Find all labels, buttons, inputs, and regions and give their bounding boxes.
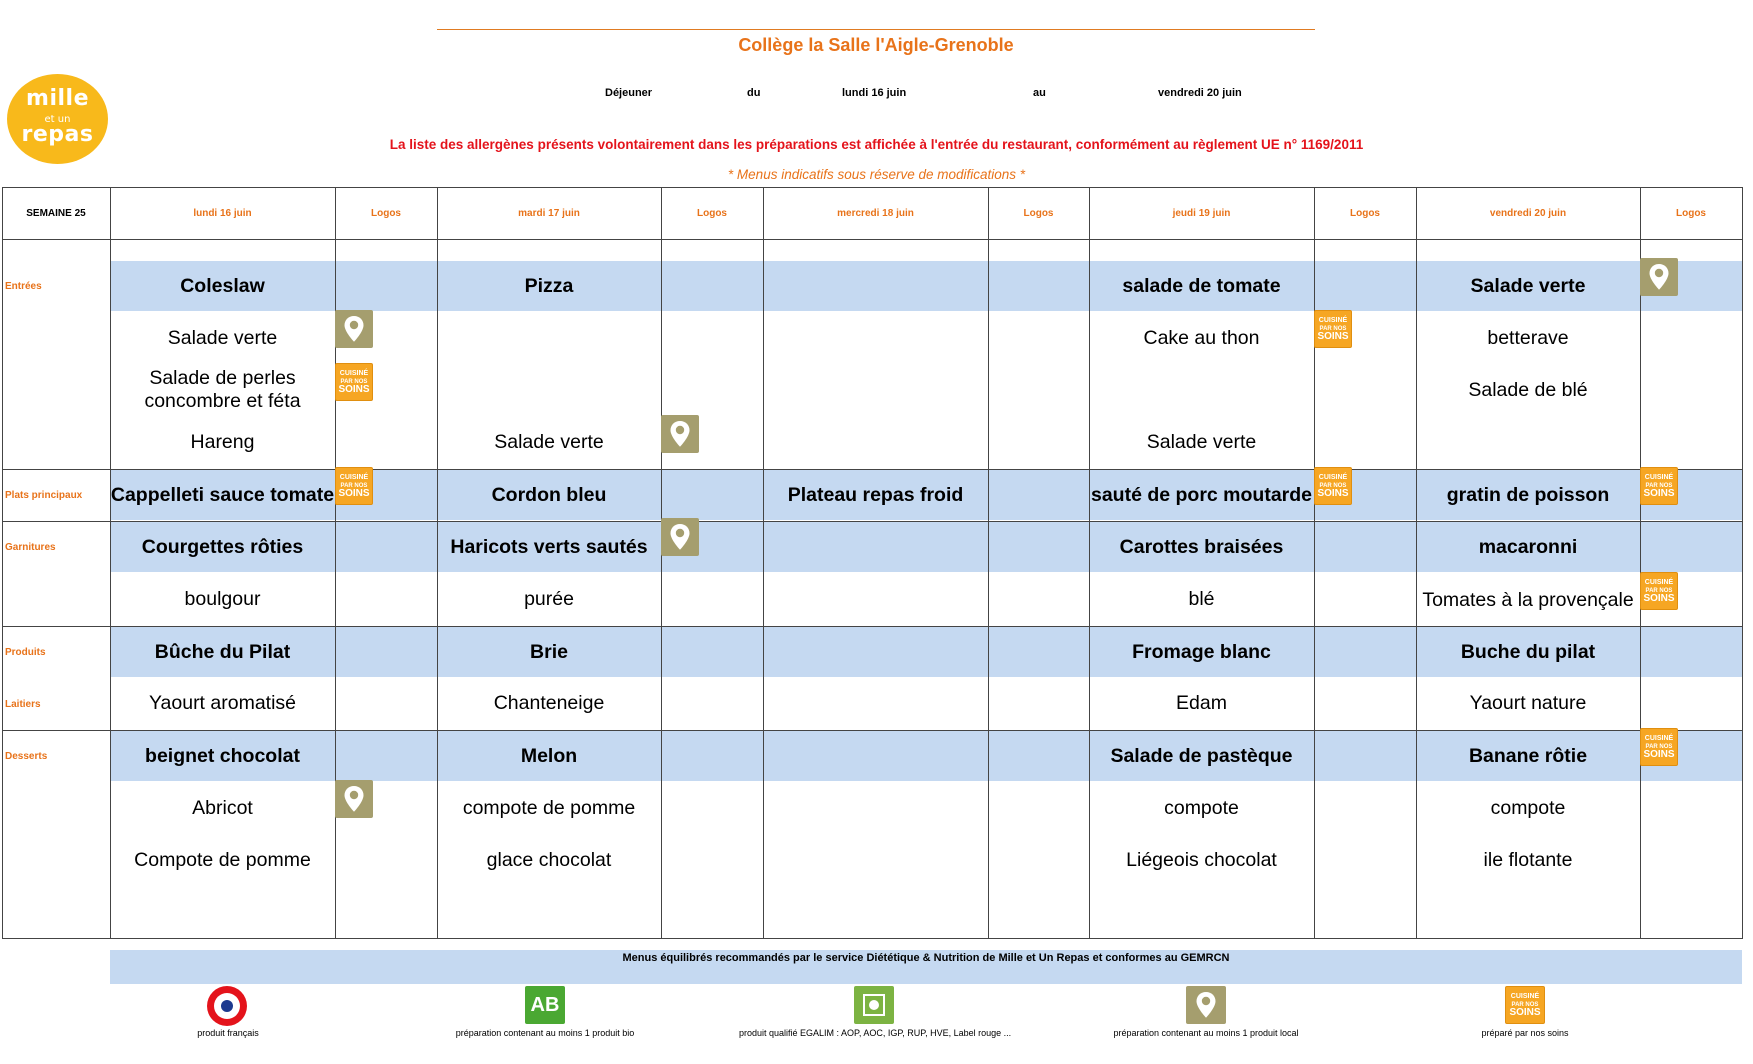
title-rule	[437, 29, 1315, 30]
cuisine-par-nos-soins-icon: CUISINÉ PAR NOS SOINS	[335, 363, 373, 401]
dish-fri-dessert-1: Banane rôtie	[1468, 744, 1588, 767]
day-header-fri: vendredi 20 juin	[1489, 208, 1567, 219]
dish-fri-entree-3: Salade de blé	[1468, 378, 1588, 401]
logos-header: Logos	[1350, 208, 1380, 219]
pin-icon	[1640, 258, 1678, 296]
dish-mon-garniture-1: Courgettes rôties	[141, 535, 304, 558]
dish-thu-entree-2: Cake au thon	[1143, 326, 1260, 349]
grid-line	[763, 187, 764, 939]
logos-header: Logos	[371, 208, 401, 219]
row-label-entrees: Entrées	[5, 281, 42, 292]
dish-mon-laitier: Yaourt aromatisé	[148, 691, 297, 714]
cuisine-par-nos-soins-icon: CUISINÉ PAR NOS SOINS	[1640, 467, 1678, 505]
dish-wed-plat: Plateau repas froid	[787, 484, 964, 506]
dish-tue-garniture-2: purée	[524, 587, 574, 610]
logos-header: Logos	[697, 208, 727, 219]
dish-mon-dessert-2: Abricot	[192, 796, 253, 819]
french-product-icon	[207, 986, 247, 1026]
dish-thu-dessert-3: Liégeois chocolat	[1126, 848, 1277, 871]
day-header-tue: mardi 17 juin	[518, 208, 580, 219]
dish-thu-entree-1: salade de tomate	[1122, 274, 1281, 297]
row-label-laitiers: Laitiers	[5, 699, 41, 710]
dish-mon-produit: Bûche du Pilat	[154, 640, 291, 663]
dish-tue-entree-1: Pizza	[524, 274, 574, 297]
legend-local: préparation contenant au moins 1 produit local	[1113, 1028, 1299, 1038]
disclaimer: * Menus indicatifs sous réserve de modifications *	[727, 167, 1026, 182]
grid-line	[2, 938, 1742, 939]
dish-thu-dessert-2: compote	[1164, 796, 1239, 819]
dish-mon-entree-4: Hareng	[190, 430, 255, 453]
dish-mon-plat: Cappelleti sauce tomate	[110, 484, 335, 506]
row-label-desserts: Desserts	[5, 751, 48, 762]
dish-fri-dessert-3: ile flotante	[1483, 848, 1573, 871]
row-label-produits: Produits	[5, 647, 46, 658]
grid-line	[2, 187, 3, 939]
grid-line	[2, 239, 1742, 240]
grid-line	[1640, 187, 1641, 939]
dish-tue-dessert-3: glace chocolat	[486, 848, 612, 871]
row-label-plats: Plats principaux	[5, 490, 83, 501]
day-header-thu: jeudi 19 juin	[1172, 208, 1231, 219]
logos-header: Logos	[1676, 208, 1706, 219]
dish-thu-entree-3: Salade verte	[1146, 430, 1257, 453]
legend-french: produit français	[197, 1028, 259, 1038]
dish-fri-garniture-1: macaronni	[1478, 535, 1578, 558]
grid-line	[661, 187, 662, 939]
allergen-notice: La liste des allergènes présents volontairement dans les préparations est affichée à l'entrée du restaurant, conformément au règlement UE n° 1169/2011	[389, 137, 1364, 152]
cuisine-par-nos-soins-icon: CUISINÉ PAR NOS SOINS	[1640, 728, 1678, 766]
cuisine-par-nos-soins-icon: CUISINÉ PAR NOS SOINS	[1505, 986, 1545, 1024]
grid-line	[335, 187, 336, 939]
dish-fri-plat: gratin de poisson	[1446, 484, 1610, 506]
dish-mon-dessert-3: Compote de pomme	[134, 848, 311, 871]
mille-et-un-repas-logo: mille et un repas	[7, 74, 108, 164]
logos-header: Logos	[1023, 208, 1054, 219]
dish-tue-dessert-1: Melon	[520, 744, 578, 767]
dish-thu-produit: Fromage blanc	[1132, 640, 1271, 663]
dish-mon-dessert-1: beignet chocolat	[145, 744, 300, 767]
dish-fri-entree-2: betterave	[1487, 326, 1569, 349]
footer-banner-text: Menus équilibrés recommandés par le service Diététique & Nutrition de Mille et Un Repas et conformes au GEMRCN	[622, 952, 1230, 964]
legend-bio: préparation contenant au moins 1 produit bio	[455, 1028, 635, 1038]
to-date: vendredi 20 juin	[1158, 87, 1242, 99]
dish-tue-entree-2: Salade verte	[494, 430, 604, 453]
pin-icon	[335, 780, 373, 818]
pin-icon	[335, 310, 373, 348]
grid-line	[1314, 187, 1315, 939]
dish-thu-plat: sauté de porc moutarde	[1090, 484, 1313, 506]
organic-ab-icon: AB	[525, 986, 565, 1024]
cuisine-par-nos-soins-icon: CUISINÉ PAR NOS SOINS	[1640, 572, 1678, 610]
dish-mon-entree-2: Salade verte	[167, 326, 278, 349]
legend-cuisine: préparé par nos soins	[1481, 1028, 1569, 1038]
dish-tue-dessert-2: compote de pomme	[462, 796, 636, 819]
dish-tue-plat: Cordon bleu	[491, 484, 607, 506]
from-date: lundi 16 juin	[842, 87, 907, 99]
dish-tue-garniture-1: Haricots verts sautés	[450, 535, 648, 558]
day-header-wed: mercredi 18 juin	[837, 208, 914, 219]
day-header-mon: lundi 16 juin	[193, 208, 252, 219]
dish-thu-garniture-2: blé	[1188, 587, 1215, 610]
dish-mon-garniture-2: boulgour	[184, 587, 261, 610]
dish-mon-entree-3: Salade de perles concombre et féta	[144, 367, 301, 412]
dish-tue-produit: Brie	[530, 640, 568, 663]
cuisine-par-nos-soins-icon: CUISINÉ PAR NOS SOINS	[335, 467, 373, 505]
dish-fri-laitier: Yaourt nature	[1469, 691, 1587, 714]
dish-fri-garniture-2: Tomates à la provençale	[1422, 588, 1634, 611]
grid-line	[988, 187, 989, 939]
page-title: Collège la Salle l'Aigle-Grenoble	[738, 35, 1014, 55]
pin-icon	[1186, 986, 1226, 1024]
pin-icon	[661, 518, 699, 556]
dish-fri-produit: Buche du pilat	[1460, 640, 1596, 663]
row-label-garnitures: Garnitures	[5, 542, 56, 553]
week-label: SEMAINE 25	[26, 208, 86, 219]
dish-thu-dessert-1: Salade de pastèque	[1110, 744, 1293, 767]
egalim-icon	[854, 986, 894, 1024]
from-word: du	[747, 87, 761, 99]
dish-thu-laitier: Edam	[1176, 691, 1227, 714]
legend-egalim: produit qualifié EGALIM : AOP, AOC, IGP, RUP, HVE, Label rouge ...	[739, 1028, 1012, 1038]
meal-label: Déjeuner	[605, 87, 653, 99]
dish-tue-laitier: Chanteneige	[493, 691, 605, 714]
grid-line	[1742, 187, 1743, 939]
to-word: au	[1033, 87, 1046, 99]
cuisine-par-nos-soins-icon: CUISINÉ PAR NOS SOINS	[1314, 467, 1352, 505]
pin-icon	[661, 415, 699, 453]
dish-mon-entree-1: Coleslaw	[180, 274, 265, 297]
dish-fri-entree-1: Salade verte	[1470, 274, 1586, 297]
dish-thu-garniture-1: Carottes braisées	[1119, 535, 1284, 558]
cuisine-par-nos-soins-icon: CUISINÉ PAR NOS SOINS	[1314, 310, 1352, 348]
dish-fri-dessert-2: compote	[1490, 796, 1566, 819]
